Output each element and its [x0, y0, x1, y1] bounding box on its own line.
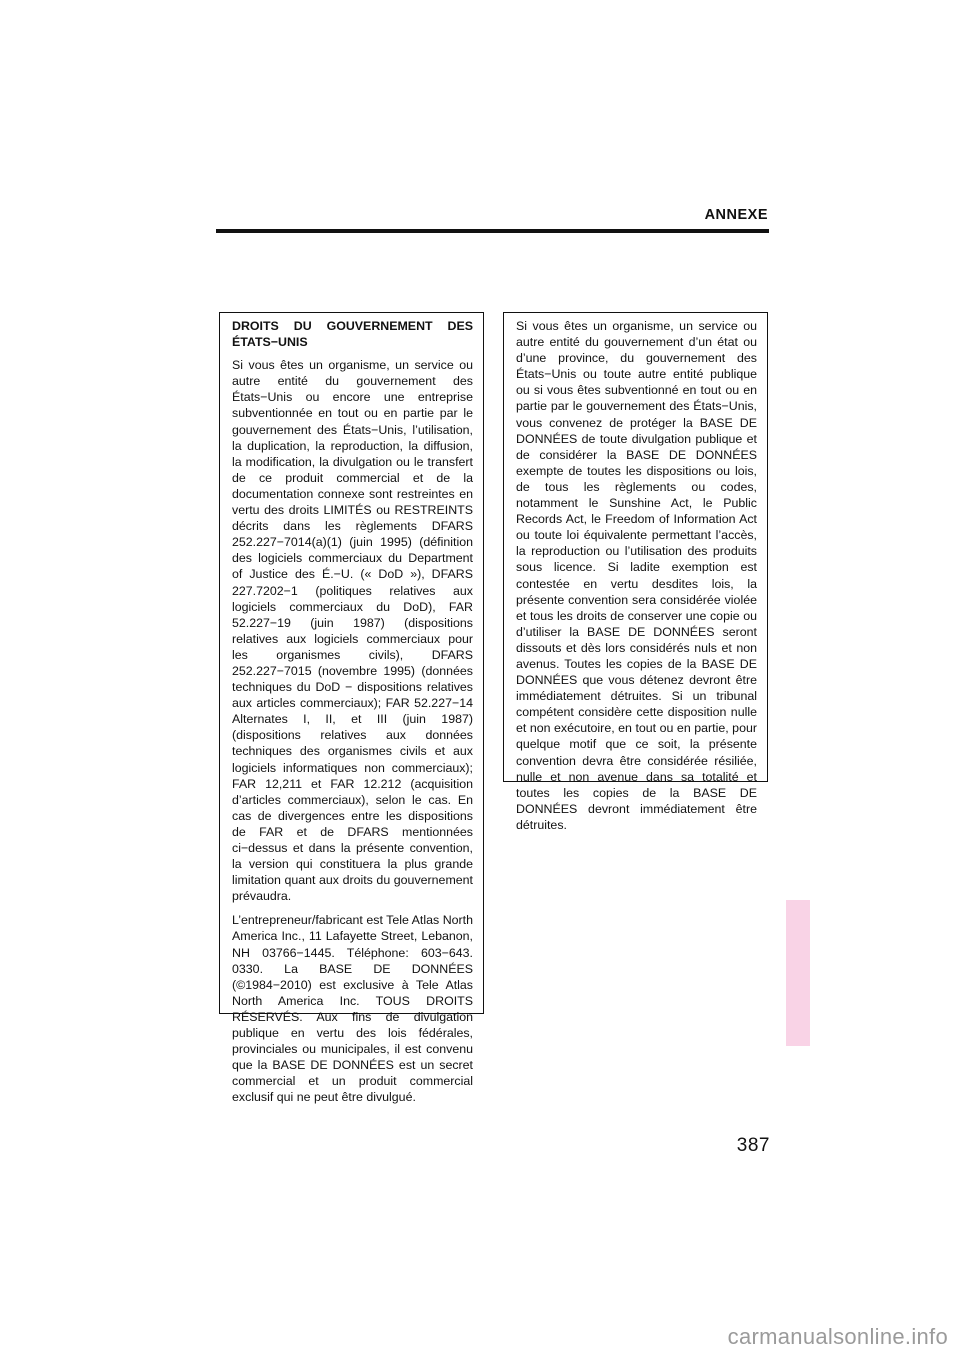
box-paragraph: Si vous êtes un organisme, un service ou autre entité du gouvernement d’un état ou d’une province, du gouvernement des États−Unis ou toute autre entité publique ou si vous êtes subventionné en tout ou en partie par le gouvernement des États−Unis, vous convenez de protéger la BASE DE DONNÉES de toute divulgation publique et de considérer la BASE DE DONNÉES exempte de toutes les dispositions ou lois, de tous les règlements ou codes, notamment le Sunshine Act, le Public Records Act, le Freedom of Information Act ou toute loi équivalente permettant l’accès, la reproduction ou l’utilisation des produits sous licence. Si ladite exemption est contestée en vertu desdites lois, la présente convention sera considérée violée et tous les droits de conserver une copie ou d’utiliser la BASE DE DONNÉES seront dissouts et dès lors considérés nuls et non avenus. Toutes les copies de la BASE DE DONNÉES que vous détenez devront être immédiatement détruites. Si un tribunal compétent considère cette disposition nulle et non exécutoire, en tout ou en partie, pour quelque motif que ce soit, la présente convention devra être considérée résiliée, nulle et non avenue dans sa totalité et toutes les copies de la BASE DE DONNÉES devront immédiatement être détruites.: [516, 319, 757, 832]
watermark: carmanualsonline.info: [727, 1324, 948, 1349]
us-government-rights-box: [219, 312, 484, 1105]
section-title: ANNEXE: [704, 207, 768, 223]
header-rule: [216, 229, 769, 233]
box-heading: DROITS DU GOUVERNEMENT DES ÉTATS−UNIS: [232, 319, 473, 350]
page-number: 387: [736, 1135, 770, 1156]
public-entity-box: [503, 312, 768, 832]
box-paragraph: Si vous êtes un organisme, un service ou autre entité du gouvernement des États−Unis ou encore une entreprise subventionnée en tout ou en partie par le gouvernement des États−Unis, l’utilisation, la duplication, la reproduction, la diffusion, la modification, la divulgation ou le transfert de ce produit commercial et de la documentation connexe sont restreintes en vertu des droits LIMITÉS ou RESTREINTS décrits dans les règlements DFARS 252.227−7014(a)(1) (juin 1995) (définition des logiciels commerciaux du Department of Justice des É.−U. (« DoD »), DFARS 227.7202−1 (politiques relatives aux logiciels commerciaux du DoD), FAR 52.227−19 (juin 1987) (dispositions relatives aux logiciels commerciaux pour les organismes civils), DFARS 252.227−7015 (novembre 1995) (données techniques du DoD − dispositions relatives aux articles commerciaux); FAR 52.227−14 Alternates I, II, et III (juin 1987) (dispositions relatives aux données techniques des organismes civils et aux logiciels informatiques non commerciaux); FAR 12,211 et FAR 12.212 (acquisition d’articles commerciaux), selon le cas. En cas de divergences entre les dispositions de FAR et de DFARS mentionnées ci−dessus et dans la présente convention, la version qui constituera la plus grande limitation quant aux droits du gouvernement prévaudra.: [232, 358, 473, 904]
box-paragraph: L’entrepreneur/fabricant est Tele Atlas North America Inc., 11 Lafayette Street, Lebanon, NH 03766−1445. Téléphone: 603−643. 0330. La BASE DE DONNÉES (©1984−2010) est exclusive à Tele Atlas North America Inc. TOUS DROITS RÉSERVÉS. Aux fins de divulgation publique en vertu des lois fédérales, provinciales ou municipales, il est convenu que la BASE DE DONNÉES est un secret commercial et un produit commercial exclusif qui ne peut être divulgué.: [232, 913, 473, 1105]
section-tab-marker: [786, 900, 810, 1046]
